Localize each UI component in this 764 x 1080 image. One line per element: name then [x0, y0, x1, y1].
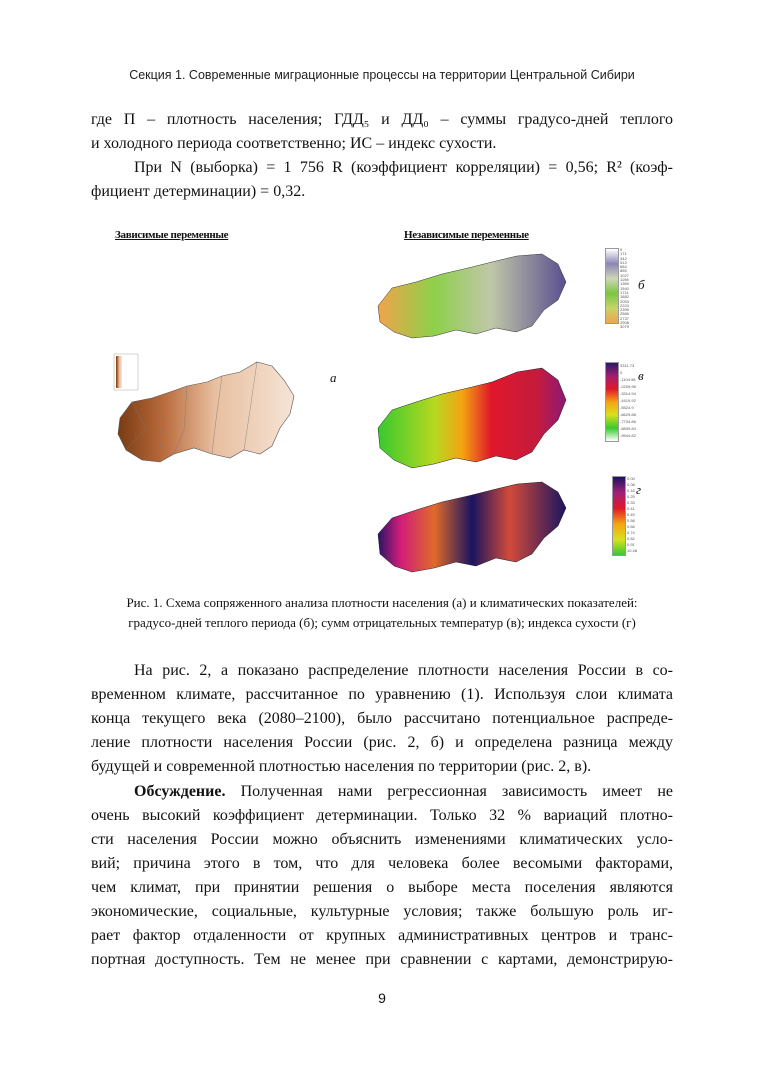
intro-line-2: и холодного периода соответственно; ИС – индекс сухости.	[91, 135, 497, 152]
legend-g-tick: 0.41	[627, 506, 635, 511]
legend-b-tick: 513	[620, 259, 627, 265]
figure-letter-g: г	[636, 482, 642, 497]
label-dependent-variables: Зависимые переменные	[115, 229, 229, 241]
legend-b-tick: 1027	[620, 272, 629, 278]
legend-b-tick: 2224	[620, 302, 629, 308]
legend-b-tick: 2737	[620, 315, 629, 321]
legend-v	[605, 362, 619, 442]
p2-heading: Обсуждение.	[134, 783, 226, 800]
figure-letter-a: а	[330, 370, 337, 385]
figure-letter-v: в	[638, 368, 644, 383]
legend-v-ticks	[620, 362, 636, 439]
legend-g-tick: 0.16	[627, 488, 635, 493]
caption-line-1: Рис. 1. Схема сопряженного анализа плотности населения (а) и климатических показателей:	[126, 595, 638, 610]
p1-line-5: будущей и современной плотностью населения по территории (рис. 2, в).	[91, 758, 592, 775]
legend-b	[605, 248, 619, 324]
legend-g	[612, 476, 626, 556]
legend-g-tick: 0.49	[627, 512, 635, 517]
running-header: Секция 1. Современные миграционные процессы на территории Центральной Сибири	[129, 68, 635, 82]
map-negative-temperatures	[372, 360, 572, 472]
legend-g-tick: 0.66	[627, 524, 635, 529]
legend-v-tick: 3311.73	[620, 363, 635, 368]
legend-v-tick: -4419.92	[620, 398, 636, 403]
legend-b-tick: 171	[620, 251, 627, 257]
legend-b-tick: 855	[620, 268, 627, 274]
legend-g-tick: 0.58	[627, 518, 635, 523]
p2-line-8: портная доступность. Тем не менее при сравнении с картами, демонстрирую-	[91, 951, 673, 968]
legend-v-tick: 0	[620, 370, 623, 375]
p2-line-1-text: Полученная нами регрессионная зависимость имеет не	[225, 783, 673, 800]
p1-line-4: ление плотности населения России (рис. 2, б) и определена разница между	[91, 734, 673, 751]
map-aridity-index	[372, 478, 572, 576]
legend-v-tick: -9944.82	[620, 433, 636, 438]
legend-v-tick: -1104.98	[620, 377, 636, 382]
intro-line-1: где П – плотность населения; ГДД₅ и ДД₀ – суммы градусо-дней теплого	[91, 111, 673, 128]
p1-line-3: конца текущего века (2080–2100), было рассчитано потенциальное распреде-	[91, 710, 673, 727]
legend-b-tick: 684	[620, 264, 627, 270]
p1-line-1: На рис. 2, а показано распределение плотности населения России в со-	[134, 662, 673, 679]
legend-b-tick: 1369	[620, 281, 629, 287]
legend-v-tick: -7734.86	[620, 419, 636, 424]
label-independent-variables: Независимые переменные	[404, 229, 529, 241]
legend-b-tick: 2395	[620, 307, 629, 313]
caption-line-2: градусо-дней теплого периода (б); сумм отрицательных температур (в); индекса сухости (г)	[128, 615, 636, 630]
legend-g-tick: 0.33	[627, 500, 635, 505]
legend-g-tick: 0.74	[627, 530, 635, 535]
legend-v-tick: -6629.88	[620, 412, 636, 417]
legend-g-tick: 0.08	[627, 482, 635, 487]
legend-v-tick: -5524.9	[620, 405, 634, 410]
p2-line-5: чем климат, при принятии решения о выборе места поселения являются	[91, 879, 673, 896]
legend-b-tick: 2566	[620, 311, 629, 317]
map-population-density	[112, 350, 302, 468]
figure-caption	[70, 593, 694, 633]
legend-b-tick: 2908	[620, 320, 629, 326]
page-number: 9	[378, 990, 386, 1006]
body-paragraph-2	[91, 780, 673, 972]
intro-paragraph	[91, 108, 673, 204]
p2-line-1	[91, 780, 673, 804]
legend-b-tick: 1198	[620, 277, 629, 283]
p1-line-2: временном климате, рассчитанное по уравнению (1). Используя слои климата	[91, 686, 673, 703]
intro-line-4: фициент детерминации) = 0,32.	[91, 183, 306, 200]
legend-b-tick: 3079	[620, 324, 629, 330]
legend-v-tick: -2209.96	[620, 384, 636, 389]
legend-b-tick: 0	[620, 247, 623, 252]
legend-b-tick: 342	[620, 255, 627, 261]
p2-line-4: вий; причина этого в том, что для человека более весомыми факторами,	[91, 855, 673, 872]
legend-v-tick: -3314.94	[620, 391, 636, 396]
legend-b-tick: 2053	[620, 298, 629, 304]
p2-line-3: сти населения России можно объяснить изменениями климатических усло-	[91, 831, 673, 848]
p2-line-6: экономические, социальные, культурные условия; также большую роль иг-	[91, 903, 673, 920]
legend-g-tick: 0.82	[627, 536, 635, 541]
figure-letter-b: б	[638, 277, 645, 292]
intro-line-3: При N (выборка) = 1 756 R (коэффициент корреляции) = 0,56; R² (коэф-	[134, 159, 673, 176]
body-paragraph-1	[91, 659, 673, 779]
legend-b-tick: 1540	[620, 285, 629, 291]
legend-g-tick: 0.00	[627, 476, 635, 481]
legend-b-tick: 1711	[620, 289, 629, 295]
legend-v-tick: -8839.84	[620, 426, 636, 431]
legend-g-tick: 0.25	[627, 494, 635, 499]
legend-b-tick: 1882	[620, 294, 629, 300]
legend-g-tick: 10.48	[627, 548, 638, 553]
p2-line-7: рает фактор отдаленности от крупных административных центров и транс-	[91, 927, 673, 944]
p2-line-2: очень высокий коэффициент детерминации. Только 32 % вариаций плотно-	[91, 807, 673, 824]
map-growing-degree-days	[372, 248, 572, 340]
legend-b-ticks	[620, 248, 629, 330]
legend-g-tick: 0.91	[627, 542, 635, 547]
